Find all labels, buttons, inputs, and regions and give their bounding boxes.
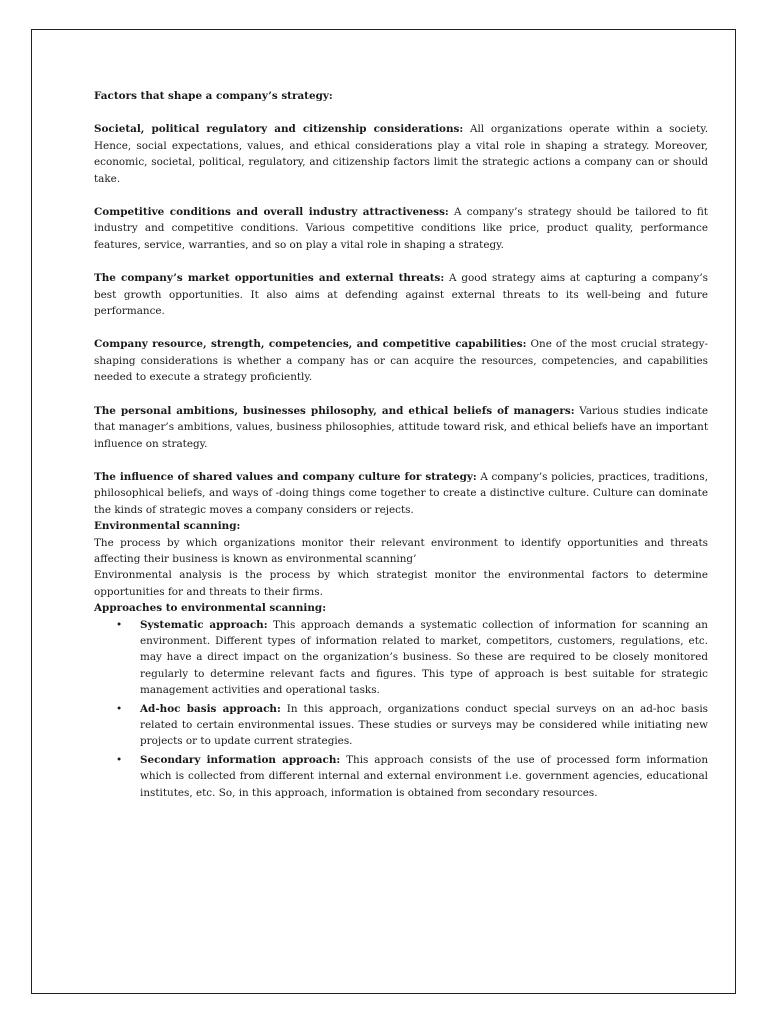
factor-text: A company’s policies, practices, traditions, philosophical beliefs, and ways of -doing things come together to create a distinctive culture. Culture can dominate the kinds of strategic moves a company considers or rejects. (94, 470, 708, 516)
document-title: Factors that shape a company’s strategy: (94, 90, 333, 102)
list-item (94, 617, 708, 699)
approach-term: Systematic approach: (140, 618, 268, 631)
factor-term: The company’s market opportunities and external threats: (94, 272, 445, 285)
environmental-scanning-definition: The process by which organizations monitor their relevant environment to identify opportunities and threats affecting their business is known as environmental scanning’ (94, 536, 708, 565)
approach-text: This approach consists of the use of processed form information which is collected from different internal and external environment i.e. government agencies, educational institutes, etc. So, in this approach, information is obtained from secondary resources. (140, 753, 709, 799)
approach-term: Ad-hoc basis approach: (140, 702, 281, 715)
approaches-heading: Approaches to environmental scanning: (94, 602, 327, 615)
list-item (94, 701, 708, 750)
factor-term: Company resource, strength, competencies, and competitive capabilities: (94, 338, 527, 351)
bullet-icon: • (116, 702, 123, 715)
factor-paragraph (94, 469, 708, 518)
factor-term: The personal ambitions, businesses philosophy, and ethical beliefs of managers: (94, 404, 575, 417)
approach-text: This approach demands a systematic collection of information for scanning an environment. Different types of information related to market, competitors, customers, regulations, etc. may have a direct impact on the organization’s business. So these are required to be closely monitored regularly to determine relevant facts and figures. This type of approach is best suitable for strategic management activities and operational tasks. (140, 618, 708, 697)
factor-paragraph (94, 121, 708, 187)
factor-text: All organizations operate within a society. Hence, social expectations, values, and ethical considerations play a vital role in shaping a strategy. Moreover, economic, societal, political, regulatory, and citizenship factors limit the strategic actions a company can or should take. (94, 123, 709, 185)
bullet-icon: • (116, 753, 123, 766)
factor-paragraph (94, 403, 708, 452)
approach-text: In this approach, organizations conduct special surveys on an ad-hoc basis related to certain environmental issues. These studies or surveys may be considered while initiating new projects or to update current strategies. (140, 702, 708, 748)
list-item (94, 752, 708, 801)
bullet-icon: • (116, 618, 123, 631)
factor-term: Competitive conditions and overall industry attractiveness: (94, 206, 449, 219)
approach-term: Secondary information approach: (140, 753, 341, 766)
factor-term: The influence of shared values and company culture for strategy: (94, 470, 477, 483)
environmental-analysis-definition: Environmental analysis is the process by which strategist monitor the environmental factors to determine opportunities for and threats to their firms. (94, 569, 708, 598)
factor-paragraph (94, 270, 708, 319)
factor-text: A company’s strategy should be tailored to fit industry and competitive conditions. Various competitive conditions like price, product quality, performance features, service, warranties, and so on play a vital role in shaping a strategy. (94, 206, 708, 251)
factor-paragraph (94, 336, 708, 385)
document-page (31, 29, 736, 994)
document-content (94, 88, 708, 803)
factor-text: Various studies indicate that manager’s ambitions, values, business philosophies, attitude toward risk, and ethical beliefs have an important influence on strategy. (94, 404, 708, 450)
factor-text: One of the most crucial strategy-shaping considerations is whether a company has or can acquire the resources, competencies, and capabilities needed to execute a strategy proficiently. (94, 338, 708, 384)
factor-paragraph (94, 204, 708, 253)
factor-text: A good strategy aims at capturing a company’s best growth opportunities. It also aims at defending against external threats to its well-being and future performance. (94, 272, 708, 318)
factor-term: Societal, political regulatory and citizenship considerations: (94, 123, 464, 136)
environmental-scanning-heading: Environmental scanning: (94, 520, 241, 533)
approaches-list (94, 617, 708, 801)
